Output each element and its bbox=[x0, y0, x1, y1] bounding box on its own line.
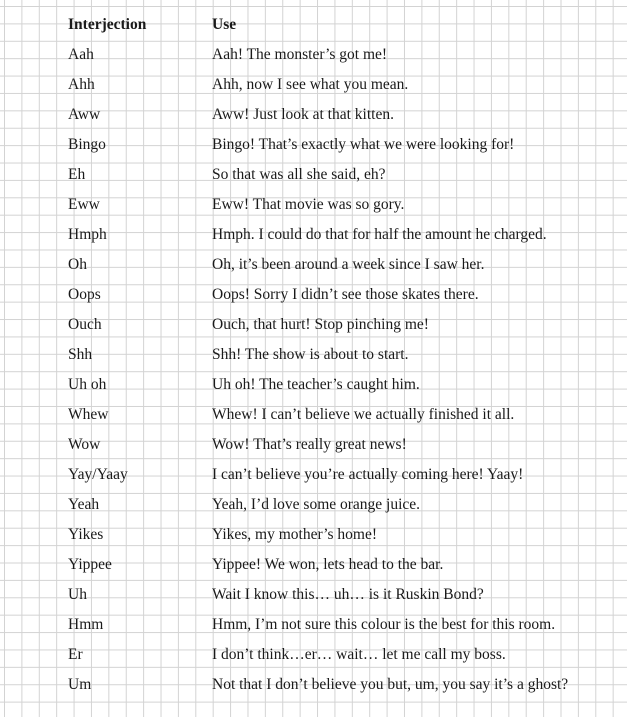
usage-cell: Not that I don’t believe you but, um, you say it’s a ghost? bbox=[212, 676, 569, 693]
table-row bbox=[0, 400, 627, 430]
usage-cell: I don’t think…er… wait… let me call my boss. bbox=[212, 646, 506, 663]
interjection-cell: Um bbox=[68, 676, 92, 693]
usage-cell: I can’t believe you’re actually coming here! Yaay! bbox=[212, 466, 524, 483]
table-row bbox=[0, 430, 627, 460]
table-row bbox=[0, 460, 627, 490]
table-row bbox=[0, 250, 627, 280]
table-row bbox=[0, 670, 627, 700]
table-row bbox=[0, 340, 627, 370]
table-row bbox=[0, 520, 627, 550]
interjection-cell: Hmm bbox=[68, 616, 104, 633]
usage-cell: So that was all she said, eh? bbox=[212, 166, 386, 183]
interjection-cell: Yippee bbox=[68, 556, 112, 573]
table-header-row bbox=[0, 10, 627, 40]
table-row bbox=[0, 370, 627, 400]
interjection-cell: Eww bbox=[68, 196, 100, 213]
table-row bbox=[0, 310, 627, 340]
usage-cell: Aah! The monster’s got me! bbox=[212, 46, 388, 63]
interjection-cell: Oh bbox=[68, 256, 87, 273]
usage-cell: Oops! Sorry I didn’t see those skates there. bbox=[212, 286, 479, 303]
interjection-cell: Hmph bbox=[68, 226, 107, 243]
interjection-cell: Eh bbox=[68, 166, 86, 183]
interjection-cell: Oops bbox=[68, 286, 101, 303]
usage-cell: Eww! That movie was so gory. bbox=[212, 196, 405, 213]
table-row bbox=[0, 280, 627, 310]
table-row bbox=[0, 100, 627, 130]
interjection-cell: Shh bbox=[68, 346, 93, 363]
table-row bbox=[0, 70, 627, 100]
usage-cell: Wait I know this… uh… is it Ruskin Bond? bbox=[212, 586, 484, 603]
table-row bbox=[0, 190, 627, 220]
interjection-cell: Bingo bbox=[68, 136, 106, 153]
usage-cell: Wow! That’s really great news! bbox=[212, 436, 407, 453]
usage-cell: Whew! I can’t believe we actually finished it all. bbox=[212, 406, 515, 423]
usage-cell: Yeah, I’d love some orange juice. bbox=[212, 496, 421, 513]
usage-cell: Hmm, I’m not sure this colour is the best for this room. bbox=[212, 616, 556, 633]
usage-cell: Ouch, that hurt! Stop pinching me! bbox=[212, 316, 429, 333]
usage-cell: Ahh, now I see what you mean. bbox=[212, 76, 409, 93]
interjection-cell: Yay/Yaay bbox=[68, 466, 128, 483]
usage-cell: Shh! The show is about to start. bbox=[212, 346, 409, 363]
interjection-cell: Aww bbox=[68, 106, 101, 123]
interjection-cell: Ouch bbox=[68, 316, 102, 333]
usage-cell: Yippee! We won, lets head to the bar. bbox=[212, 556, 444, 573]
table-row bbox=[0, 220, 627, 250]
table-row bbox=[0, 490, 627, 520]
interjection-cell: Uh oh bbox=[68, 376, 107, 393]
table-row bbox=[0, 160, 627, 190]
usage-cell: Uh oh! The teacher’s caught him. bbox=[212, 376, 420, 393]
header-use: Use bbox=[212, 16, 237, 33]
usage-cell: Yikes, my mother’s home! bbox=[212, 526, 378, 543]
table-row bbox=[0, 640, 627, 670]
usage-cell: Hmph. I could do that for half the amount he charged. bbox=[212, 226, 547, 243]
interjection-table bbox=[0, 10, 627, 700]
table-row bbox=[0, 610, 627, 640]
usage-cell: Oh, it’s been around a week since I saw her. bbox=[212, 256, 485, 273]
interjection-cell: Yeah bbox=[68, 496, 100, 513]
usage-cell: Aww! Just look at that kitten. bbox=[212, 106, 394, 123]
interjection-cell: Er bbox=[68, 646, 83, 663]
interjection-cell: Whew bbox=[68, 406, 109, 423]
interjection-cell: Wow bbox=[68, 436, 101, 453]
interjection-cell: Uh bbox=[68, 586, 87, 603]
header-interjection: Interjection bbox=[68, 16, 147, 33]
table-body bbox=[0, 40, 627, 700]
interjection-cell: Aah bbox=[68, 46, 94, 63]
usage-cell: Bingo! That’s exactly what we were looking for! bbox=[212, 136, 515, 153]
table-row bbox=[0, 40, 627, 70]
table-row bbox=[0, 130, 627, 160]
interjection-cell: Ahh bbox=[68, 76, 95, 93]
table-row bbox=[0, 550, 627, 580]
table-row bbox=[0, 580, 627, 610]
interjection-cell: Yikes bbox=[68, 526, 104, 543]
